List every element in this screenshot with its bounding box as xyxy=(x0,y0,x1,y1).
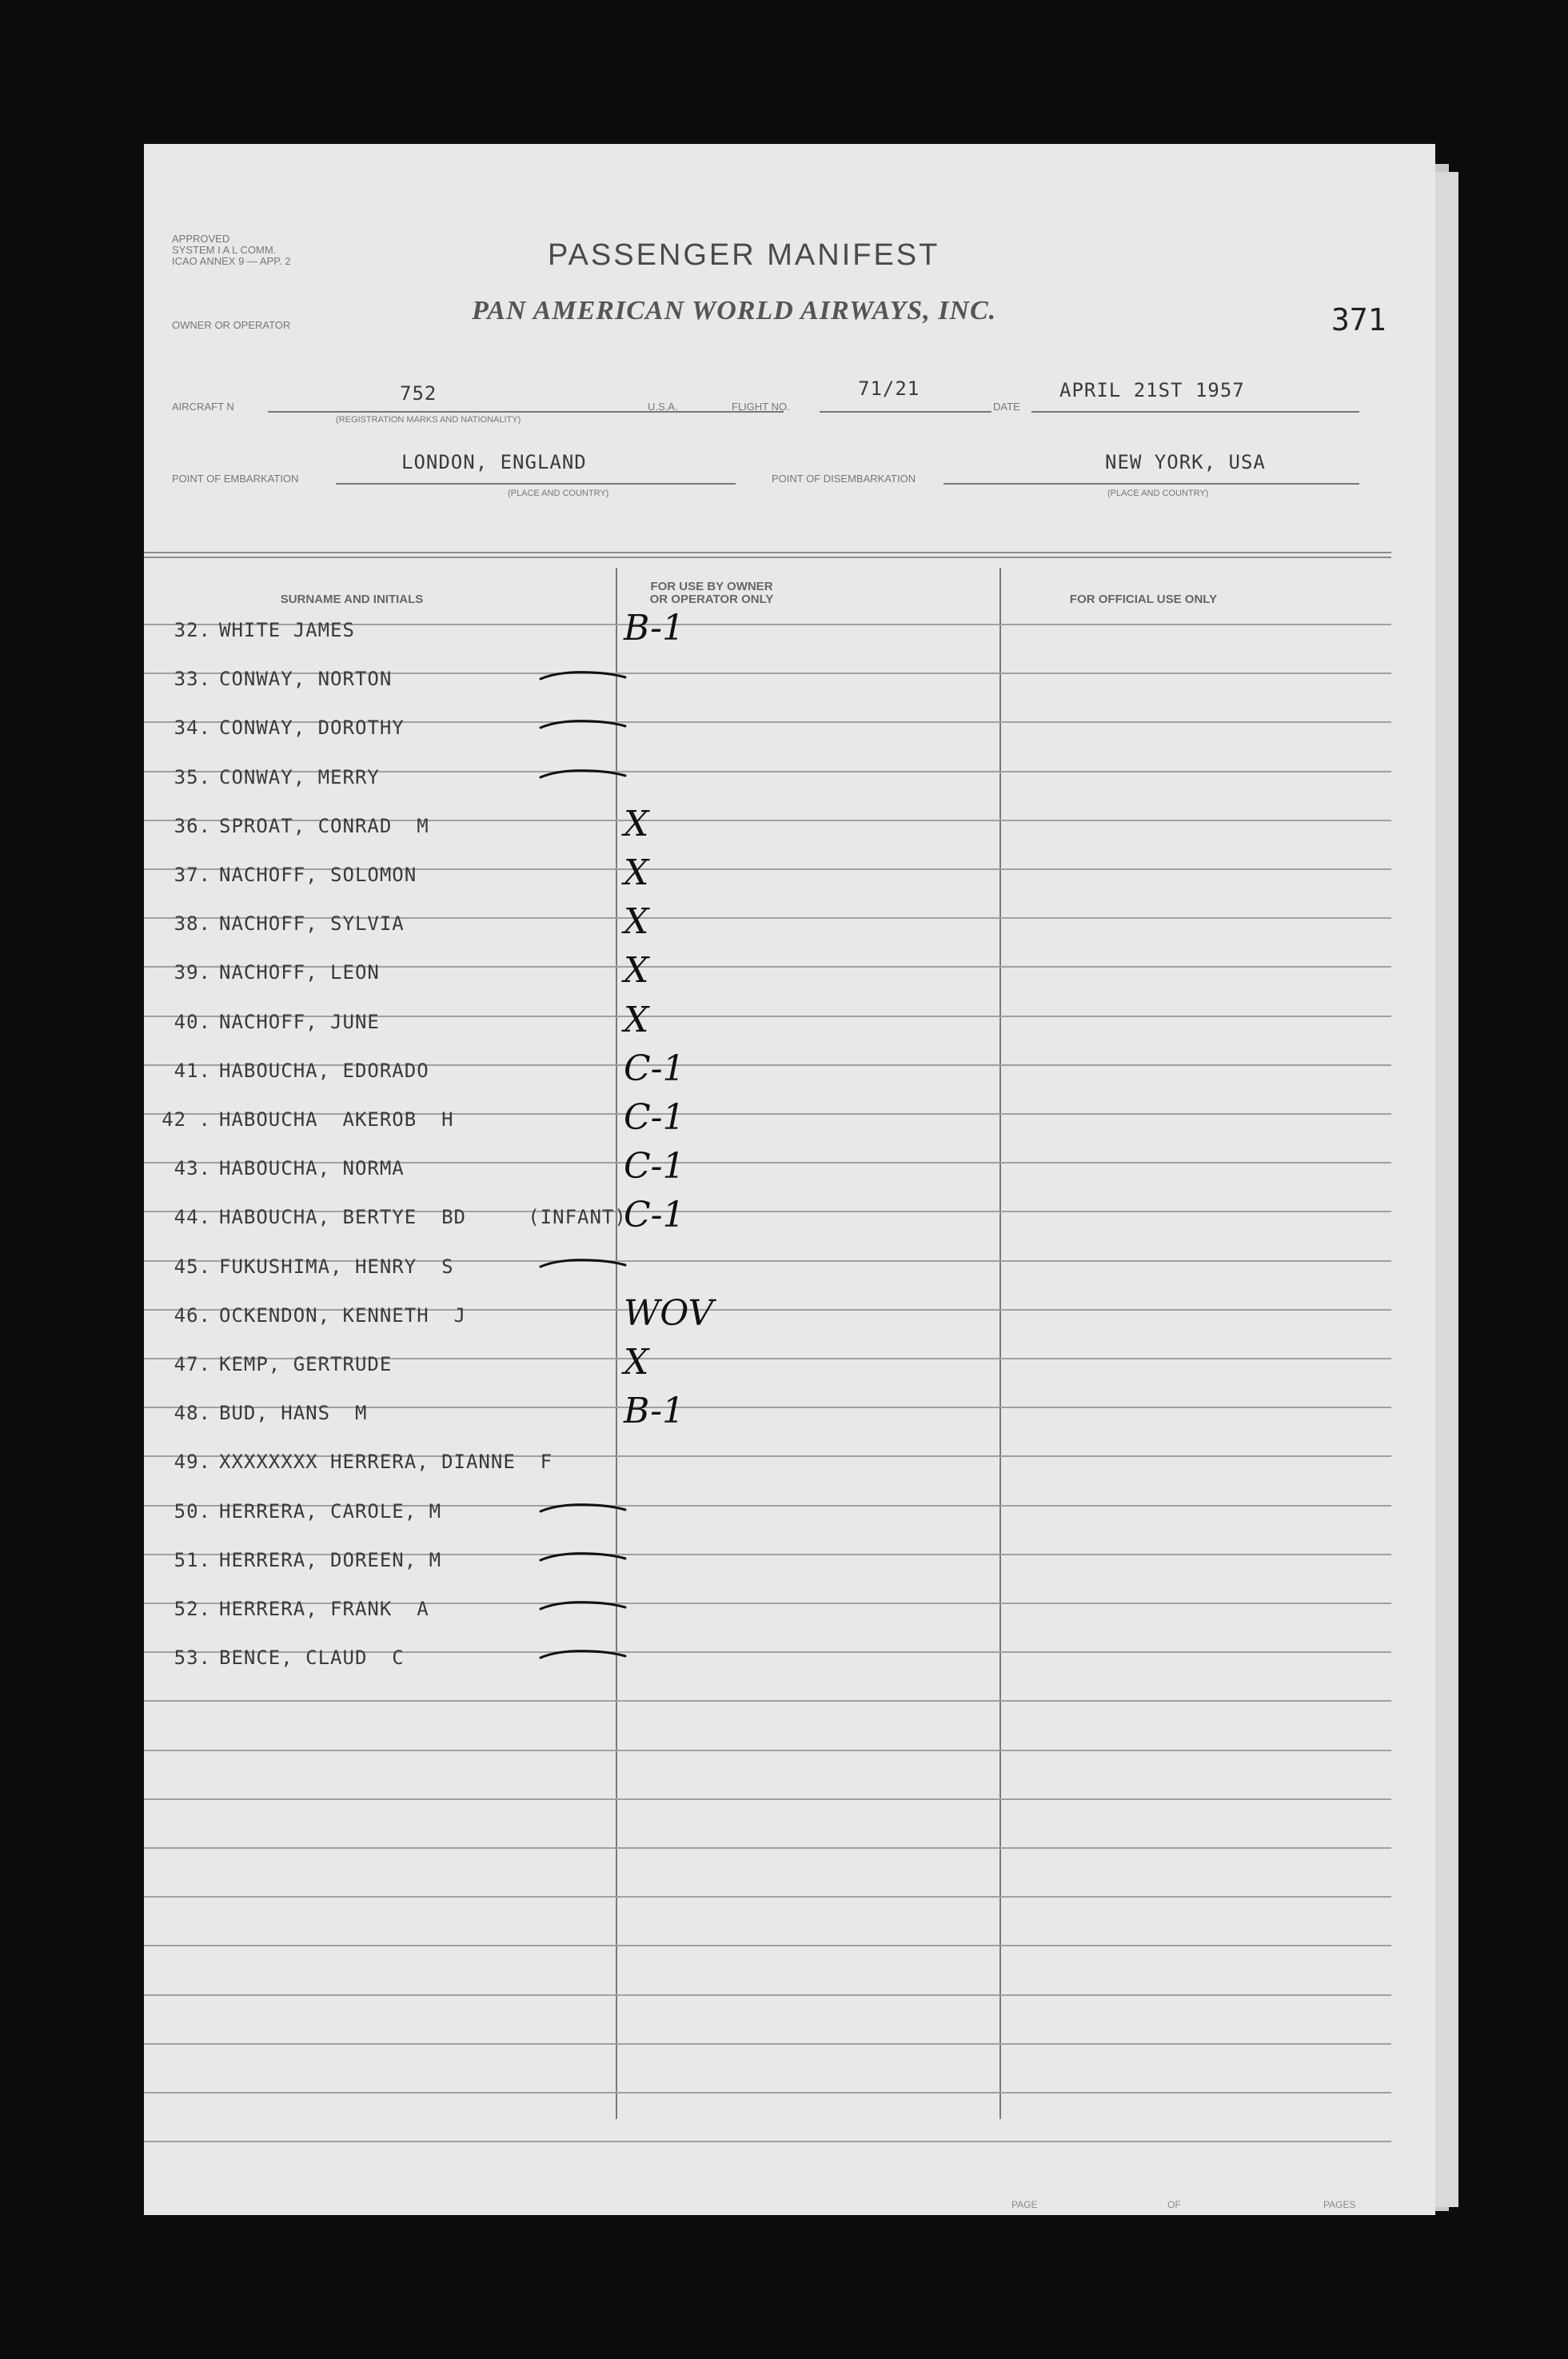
embarkation-caption: (PLACE AND COUNTRY) xyxy=(508,489,609,498)
approval-line: ICAO ANNEX 9 — APP. 2 xyxy=(172,255,291,267)
flight-label: FLIGHT NO. xyxy=(732,401,790,413)
row-rule xyxy=(144,1945,1391,1946)
passenger-number: 48. xyxy=(174,1402,211,1425)
table-row xyxy=(152,1045,1395,1093)
column-header-line: OR OPERATOR ONLY xyxy=(649,593,774,606)
passenger-name: NACHOFF, LEON xyxy=(219,961,380,984)
row-rule xyxy=(144,1798,1391,1800)
column-header-owner-use xyxy=(592,581,832,606)
approval-note xyxy=(172,234,291,267)
handwritten-mark: X xyxy=(624,999,649,1040)
table-row xyxy=(152,702,1395,750)
registration-caption: (REGISTRATION MARKS AND NATIONALITY) xyxy=(336,415,521,425)
passenger-number: 45. xyxy=(174,1255,211,1278)
passenger-number: 52. xyxy=(174,1598,211,1620)
row-rule xyxy=(144,1700,1391,1702)
handwritten-mark: C-1 xyxy=(624,1146,685,1187)
handwritten-mark: C-1 xyxy=(624,1195,685,1236)
passenger-number: 34. xyxy=(174,716,211,740)
handwritten-stroke xyxy=(536,1590,632,1622)
row-rule xyxy=(144,2092,1391,2094)
passenger-number: 39. xyxy=(174,961,211,984)
table-row xyxy=(152,1191,1395,1239)
handwritten-stroke xyxy=(536,708,632,740)
handwritten-stroke xyxy=(536,1639,632,1670)
row-rule xyxy=(144,1750,1391,1751)
passenger-number: 53. xyxy=(174,1647,211,1670)
passenger-name: HABOUCHA AKEROB H xyxy=(219,1108,454,1131)
table-row xyxy=(152,996,1395,1044)
passenger-number: 41. xyxy=(174,1059,211,1082)
owner-label: OWNER OR OPERATOR xyxy=(172,319,291,331)
passenger-number: 38. xyxy=(174,912,211,936)
passenger-number: 32. xyxy=(174,619,211,641)
handwritten-mark: C-1 xyxy=(624,1048,685,1089)
passenger-name: KEMP, GERTRUDE xyxy=(219,1353,393,1375)
handwritten-stroke xyxy=(536,660,632,692)
disembarkation-caption: (PLACE AND COUNTRY) xyxy=(1107,489,1209,498)
table-row xyxy=(152,898,1395,946)
footer-page-label: PAGE xyxy=(1011,2199,1038,2210)
passenger-name: HERRERA, CAROLE, M xyxy=(219,1499,442,1523)
disembarkation-underline xyxy=(944,483,1359,485)
table-row xyxy=(152,947,1395,995)
table-row xyxy=(152,1583,1395,1631)
table-row xyxy=(152,1436,1395,1484)
embarkation-underline xyxy=(336,483,736,485)
passenger-number: 49. xyxy=(174,1451,211,1474)
handwritten-stroke xyxy=(536,758,632,790)
handwritten-stroke xyxy=(536,1247,632,1279)
page-number: 371 xyxy=(1331,302,1386,337)
table-row xyxy=(152,605,1395,653)
flight-underline xyxy=(820,411,991,413)
table-row xyxy=(152,1290,1395,1338)
passenger-name: FUKUSHIMA, HENRY S xyxy=(219,1255,454,1278)
disembarkation-value: NEW YORK, USA xyxy=(1105,451,1266,473)
disembarkation-label: POINT OF DISEMBARKATION xyxy=(772,473,916,485)
date-underline xyxy=(1031,411,1359,413)
table-row xyxy=(152,1094,1395,1142)
passenger-number: 43. xyxy=(174,1157,211,1180)
handwritten-mark: B-1 xyxy=(624,1391,685,1432)
handwritten-mark: C-1 xyxy=(624,1097,685,1138)
row-rule xyxy=(144,1847,1391,1849)
passenger-name: XXXXXXXX HERRERA, DIANNE F xyxy=(219,1451,553,1474)
passenger-number: 51. xyxy=(174,1548,211,1571)
footer-of-label: OF xyxy=(1167,2199,1181,2210)
passenger-name: HERRERA, DOREEN, M xyxy=(219,1548,442,1571)
passenger-number: 44. xyxy=(174,1206,211,1229)
handwritten-stroke xyxy=(536,1492,632,1524)
handwritten-mark: X xyxy=(624,852,649,893)
table-row xyxy=(152,1143,1395,1191)
row-rule xyxy=(144,1994,1391,1996)
passenger-name: NACHOFF, JUNE xyxy=(219,1010,380,1033)
passenger-name: SPROAT, CONRAD M xyxy=(219,814,429,837)
table-row xyxy=(152,1241,1395,1289)
handwritten-mark: X xyxy=(624,950,649,992)
handwritten-mark: X xyxy=(624,803,649,844)
embarkation-value: LONDON, ENGLAND xyxy=(401,451,587,473)
column-header-line: FOR USE BY OWNER xyxy=(650,580,773,593)
table-top-rule xyxy=(144,557,1391,558)
passenger-name: HABOUCHA, EDORADO xyxy=(219,1059,429,1082)
approval-line: SYSTEM I A L COMM. xyxy=(172,244,277,256)
table-row xyxy=(152,1486,1395,1534)
passenger-name: HABOUCHA, BERTYE BD (INFANT) xyxy=(219,1206,627,1229)
passenger-number: 36. xyxy=(174,814,211,837)
passenger-number: 33. xyxy=(174,668,211,691)
passenger-number: 37. xyxy=(174,864,211,886)
table-row xyxy=(152,752,1395,800)
passenger-name: HABOUCHA, NORMA xyxy=(219,1157,405,1180)
passenger-name: NACHOFF, SYLVIA xyxy=(219,912,405,936)
passenger-name: BUD, HANS M xyxy=(219,1402,368,1425)
column-header-surname: SURNAME AND INITIALS xyxy=(280,593,424,606)
aircraft-label: AIRCRAFT N xyxy=(172,401,234,413)
passenger-number: 46. xyxy=(174,1303,211,1327)
handwritten-stroke xyxy=(536,1541,632,1573)
handwritten-mark: X xyxy=(624,1342,649,1383)
table-row xyxy=(152,1535,1395,1583)
passenger-number: 50. xyxy=(174,1499,211,1523)
row-rule xyxy=(144,1896,1391,1898)
table-row xyxy=(152,1632,1395,1680)
passenger-name: WHITE JAMES xyxy=(219,619,355,641)
passenger-name: NACHOFF, SOLOMON xyxy=(219,864,417,886)
handwritten-mark: X xyxy=(624,901,649,943)
page-title: PASSENGER MANIFEST xyxy=(548,238,940,272)
passenger-number: 35. xyxy=(174,765,211,788)
aircraft-underline xyxy=(268,411,784,413)
passenger-number: 40. xyxy=(174,1010,211,1033)
table-top-rule xyxy=(144,552,1391,553)
table-row xyxy=(152,800,1395,848)
row-rule xyxy=(144,2141,1391,2142)
passenger-name: BENCE, CLAUD C xyxy=(219,1647,405,1670)
passenger-name: CONWAY, NORTON xyxy=(219,668,393,691)
passenger-number: 42 . xyxy=(162,1108,211,1131)
passenger-table xyxy=(144,552,1415,2199)
flight-number: 71/21 xyxy=(858,377,920,400)
manifest-page xyxy=(144,144,1435,2215)
footer-pages-label: PAGES xyxy=(1323,2199,1356,2210)
company-name: PAN AMERICAN WORLD AIRWAYS, INC. xyxy=(472,296,997,325)
table-row xyxy=(152,1339,1395,1387)
embarkation-label: POINT OF EMBARKATION xyxy=(172,473,299,485)
table-row xyxy=(152,1387,1395,1435)
flight-date: APRIL 21ST 1957 xyxy=(1059,379,1245,401)
passenger-number: 47. xyxy=(174,1353,211,1375)
handwritten-mark: WOV xyxy=(624,1292,714,1334)
passenger-name: CONWAY, MERRY xyxy=(219,765,380,788)
passenger-name: OCKENDON, KENNETH J xyxy=(219,1303,466,1327)
passenger-name: HERRERA, FRANK A xyxy=(219,1598,429,1620)
nationality: U.S.A. xyxy=(648,401,678,413)
handwritten-mark: B-1 xyxy=(624,608,685,649)
passenger-name: CONWAY, DOROTHY xyxy=(219,716,405,740)
table-row xyxy=(152,849,1395,897)
approval-line: APPROVED xyxy=(172,233,230,245)
aircraft-number: 752 xyxy=(400,382,437,405)
table-row xyxy=(152,653,1395,701)
row-rule xyxy=(144,2043,1391,2045)
date-label: DATE xyxy=(993,401,1020,413)
column-header-official-use: FOR OFFICIAL USE ONLY xyxy=(1069,593,1218,606)
